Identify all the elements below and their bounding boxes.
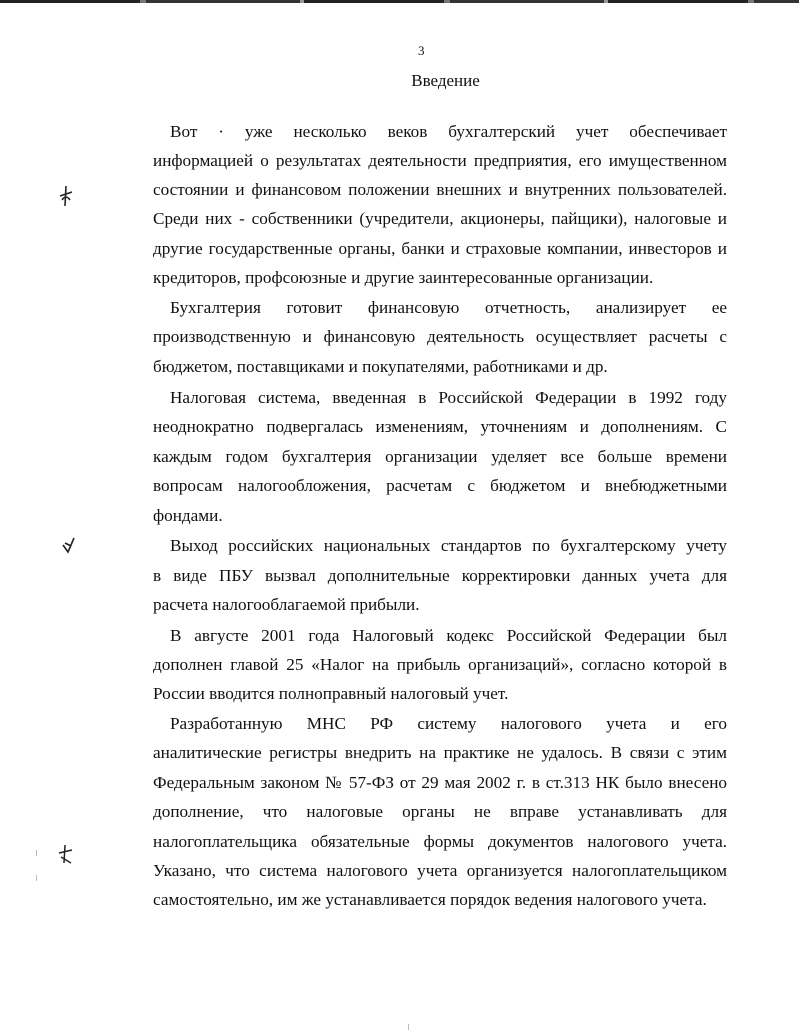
margin-handwritten-mark-icon xyxy=(56,184,76,208)
paragraph-line: Вот · уже несколько веков бухгалтерский учет обеспечивает xyxy=(170,122,727,141)
margin-checkmark-icon xyxy=(60,535,78,555)
paragraph-line: бюджетом, поставщиками и покупателями, работниками и др. xyxy=(153,357,608,376)
paragraph-line: самостоятельно, им же устанавливается порядок ведения налогового учета. xyxy=(153,890,707,909)
paragraph-line: Бухгалтерия готовит финансовую отчетность, анализирует ее xyxy=(170,298,727,317)
paragraph-line: состоянии и финансовом положении внешних и внутренних пользователей. xyxy=(153,180,727,199)
paragraph-line: информацией о результатах деятельности предприятия, его имущественном xyxy=(153,151,727,170)
paragraph-line: Федеральным законом № 57-ФЗ от 29 мая 2002 г. в ст.313 НК было внесено xyxy=(153,773,727,792)
paragraph-line: дополнен главой 25 «Налог на прибыль организаций», согласно которой в xyxy=(153,655,727,674)
paragraph-line: России вводится полноправный налоговый учет. xyxy=(153,684,509,703)
paragraph-line: налогоплательщика обязательные формы документов налогового учета. xyxy=(153,832,727,851)
scan-artifact xyxy=(36,850,37,856)
page-number: 3 xyxy=(418,43,425,58)
paragraph-line: кредиторов, профсоюзные и другие заинтересованные организации. xyxy=(153,268,654,287)
paragraph-line: другие государственные органы, банки и страховые компании, инвесторов и xyxy=(153,239,727,258)
paragraph-line: Налоговая система, введенная в Российской Федерации в 1992 году xyxy=(170,388,727,407)
paragraph-line: в виде ПБУ вызвал дополнительные корректировки данных учета для xyxy=(153,566,727,585)
paragraph-line: Разработанную МНС РФ систему налогового учета и его xyxy=(170,714,727,733)
scan-top-border xyxy=(0,0,799,3)
paragraph-line: расчета налогооблагаемой прибыли. xyxy=(153,595,420,614)
scan-artifact xyxy=(36,875,37,881)
paragraph-line: Указано, что система налогового учета организуется налогоплательщиком xyxy=(153,861,727,880)
paragraph-line: неоднократно подвергалась изменениям, уточнениям и дополнениям. С xyxy=(153,417,727,436)
paragraph-line: Среди них - собственники (учредители, акционеры, пайщики), налоговые и xyxy=(153,209,727,228)
paragraph-line: производственную и финансовую деятельность осуществляет расчеты с xyxy=(153,327,727,346)
paragraph-line: аналитические регистры внедрить на практике не удалось. В связи с этим xyxy=(153,743,727,762)
paragraph-line: вопросам налогообложения, расчетам с бюджетом и внебюджетными xyxy=(153,476,727,495)
paragraph-line: дополнение, что налоговые органы не вправе устанавливать для xyxy=(153,802,727,821)
paragraph-line: фондами. xyxy=(153,506,223,525)
paragraph-line: каждым годом бухгалтерия организации уделяет все больше времени xyxy=(153,447,727,466)
margin-handwritten-mark-icon xyxy=(56,843,76,865)
section-title: Введение xyxy=(411,71,480,90)
scan-artifact xyxy=(408,1024,409,1030)
paragraph-line: В августе 2001 года Налоговый кодекс Российской Федерации был xyxy=(170,626,727,645)
paragraph-line: Выход российских национальных стандартов по бухгалтерскому учету xyxy=(170,536,727,555)
